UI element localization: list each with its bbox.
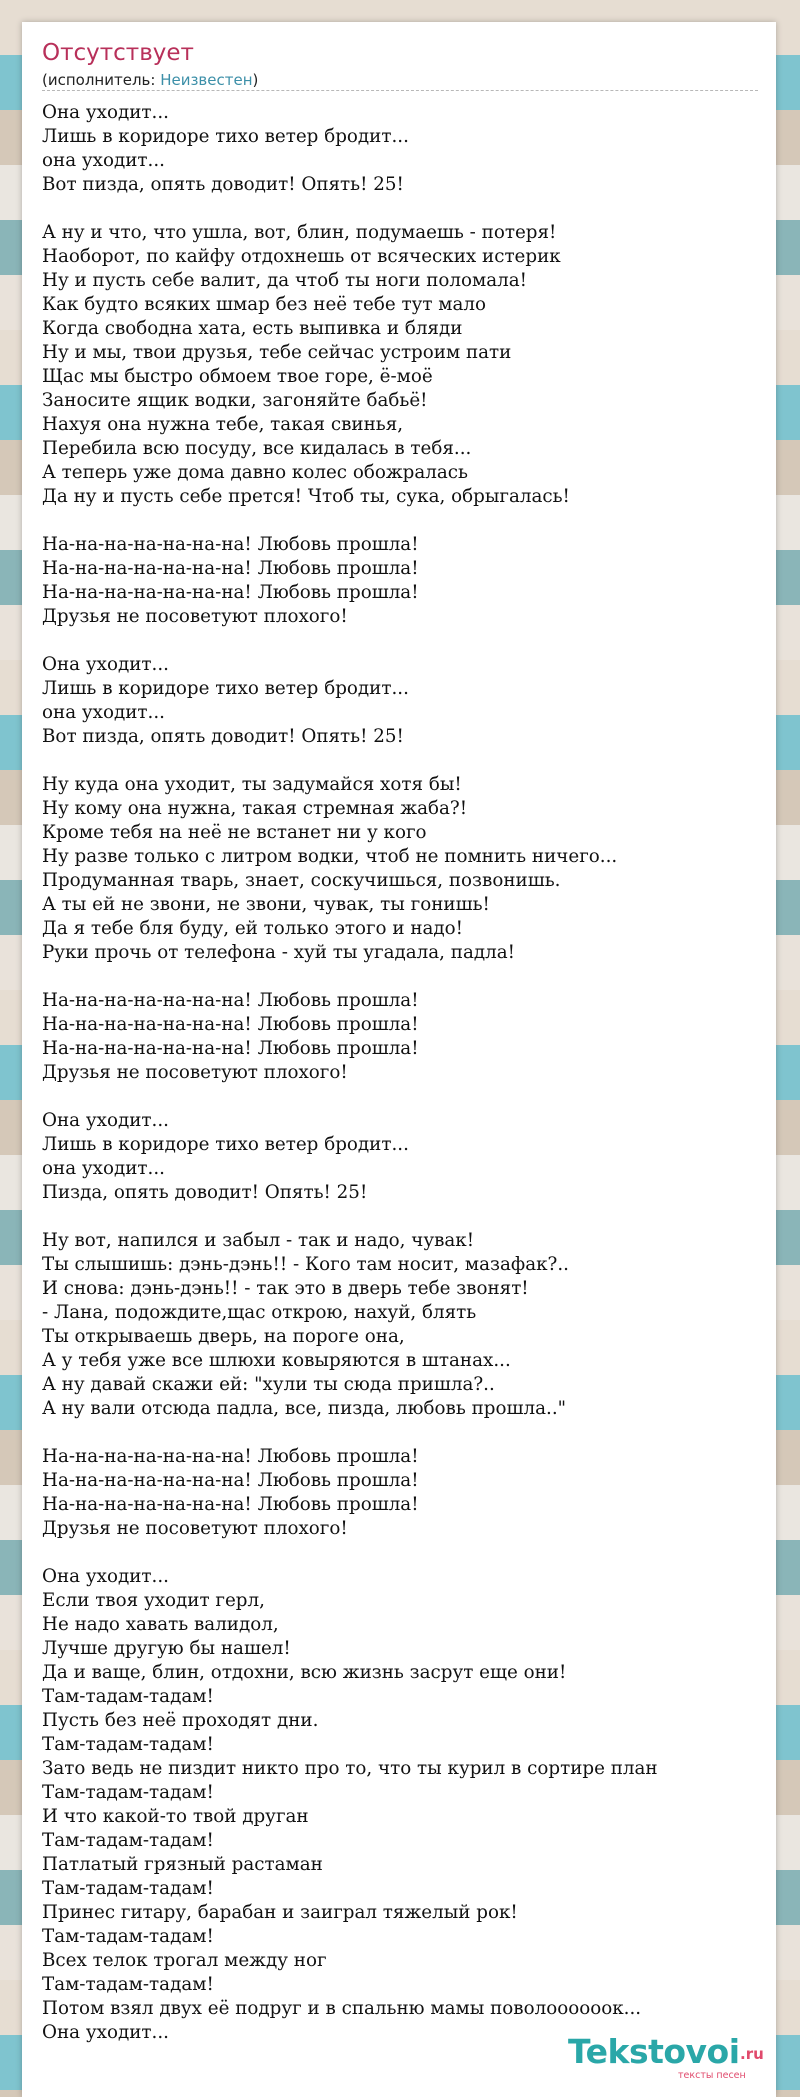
logo-tagline: тексты песен	[678, 2070, 746, 2081]
lyric-line: Заносите ящик водки, загоняйте бабьё!	[42, 390, 428, 411]
song-title: Отсутствует	[42, 40, 194, 66]
lyrics-text	[42, 101, 782, 2045]
lyric-line: На-на-на-на-на-на-на! Любовь прошла!	[42, 1494, 419, 1515]
lyric-line: она уходит...	[42, 702, 165, 723]
lyric-line: Лишь в коридоре тихо ветер бродит...	[42, 1134, 409, 1155]
lyric-line: На-на-на-на-на-на-на! Любовь прошла!	[42, 1038, 419, 1059]
lyric-line: Ну разве только с литром водки, чтоб не помнить ничего...	[42, 846, 618, 867]
lyric-line: Всех телок трогал между ног	[42, 1950, 327, 1971]
lyric-line: Да и ваще, блин, отдохни, всю жизнь засрут еще они!	[42, 1662, 567, 1683]
lyric-line: На-на-на-на-на-на-на! Любовь прошла!	[42, 534, 419, 555]
artist-suffix: )	[252, 71, 259, 89]
lyric-line: На-на-на-на-на-на-на! Любовь прошла!	[42, 1470, 419, 1491]
lyric-line: А у тебя уже все шлюхи ковыряются в штанах...	[42, 1350, 511, 1371]
lyric-line: Пусть без неё проходят дни.	[42, 1710, 319, 1731]
lyric-line: Ну и мы, твои друзья, тебе сейчас устроим пати	[42, 342, 512, 363]
lyric-line: Зато ведь не пиздит никто про то, что ты курил в сортире план	[42, 1758, 658, 1779]
lyric-line: Друзья не посоветуют плохого!	[42, 1062, 348, 1083]
lyric-line: Когда свободна хата, есть выпивка и бляди	[42, 318, 463, 339]
lyric-line: Лучше другую бы нашел!	[42, 1638, 291, 1659]
lyric-line: Перебила всю посуду, все кидалась в тебя...	[42, 438, 472, 459]
artist-link[interactable]: Неизвестен	[160, 71, 253, 89]
lyric-line: Там-тадам-тадам!	[42, 1686, 214, 1707]
lyric-line: Да я тебе бля буду, ей только этого и надо!	[42, 918, 464, 939]
lyric-line: Ты слышишь: дэнь-дэнь!! - Кого там носит, мазафак?..	[42, 1254, 569, 1275]
lyric-line: Принес гитару, барабан и заиграл тяжелый рок!	[42, 1902, 518, 1923]
lyric-line: Патлатый грязный растаман	[42, 1854, 323, 1875]
lyric-line: - Лана, подождите,щас открою, нахуй, блять	[42, 1302, 477, 1323]
lyric-line: Потом взял двух её подруг и в спальню мамы поволоооооок...	[42, 1998, 642, 2019]
lyric-line: Ну куда она уходит, ты задумайся хотя бы!	[42, 774, 462, 795]
lyric-line: Она уходит...	[42, 654, 169, 675]
lyric-line: Там-тадам-тадам!	[42, 1830, 214, 1851]
lyric-line: На-на-на-на-на-на-на! Любовь прошла!	[42, 990, 419, 1011]
logo-name: Tekstovoi	[568, 2032, 740, 2071]
lyric-line: А теперь уже дома давно колес обожралась	[42, 462, 468, 483]
lyric-line: А ну давай скажи ей: "хули ты сюда пришла?..	[42, 1374, 495, 1395]
site-logo[interactable]	[568, 2032, 778, 2082]
title-divider	[42, 90, 758, 91]
lyric-line	[42, 1085, 782, 1109]
lyric-line: Наоборот, по кайфу отдохнешь от всяческих истерик	[42, 246, 561, 267]
lyric-line: Она уходит...	[42, 102, 169, 123]
lyric-line: Друзья не посоветуют плохого!	[42, 606, 348, 627]
lyric-line	[42, 1205, 782, 1229]
lyric-line: Продуманная тварь, знает, соскучишься, позвонишь.	[42, 870, 561, 891]
lyric-line	[42, 197, 782, 221]
lyric-line: А ты ей не звони, не звони, чувак, ты гонишь!	[42, 894, 490, 915]
lyric-line: Она уходит...	[42, 1566, 169, 1587]
lyric-line: она уходит...	[42, 150, 165, 171]
lyric-line: И снова: дэнь-дэнь!! - так это в дверь тебе звонят!	[42, 1278, 529, 1299]
lyric-line	[42, 1421, 782, 1445]
lyric-line: Лишь в коридоре тихо ветер бродит...	[42, 678, 409, 699]
lyric-line: Ну кому она нужна, такая стремная жаба?!	[42, 798, 468, 819]
lyric-line	[42, 965, 782, 989]
lyric-line: Там-тадам-тадам!	[42, 1926, 214, 1947]
lyric-line	[42, 629, 782, 653]
lyric-line: Руки прочь от телефона - хуй ты угадала, падла!	[42, 942, 515, 963]
lyric-line: Ну и пусть себе валит, да чтоб ты ноги поломала!	[42, 270, 527, 291]
lyric-line: На-на-на-на-на-на-на! Любовь прошла!	[42, 1446, 419, 1467]
lyric-line: Лишь в коридоре тихо ветер бродит...	[42, 126, 409, 147]
lyric-line: А ну вали отсюда падла, все, пизда, любовь прошла.."	[42, 1398, 567, 1419]
lyric-line: На-на-на-на-на-на-на! Любовь прошла!	[42, 582, 419, 603]
lyric-line: На-на-на-на-на-на-на! Любовь прошла!	[42, 1014, 419, 1035]
lyric-line: Пизда, опять доводит! Опять! 25!	[42, 1182, 368, 1203]
lyric-line: Не надо хавать валидол,	[42, 1614, 279, 1635]
lyric-line: Ну вот, напился и забыл - так и надо, чувак!	[42, 1230, 475, 1251]
lyric-line: Она уходит...	[42, 1110, 169, 1131]
lyric-line	[42, 509, 782, 533]
lyric-line: Щас мы быстро обмоем твое горе, ё-моё	[42, 366, 433, 387]
lyric-line: Нахуя она нужна тебе, такая свинья,	[42, 414, 404, 435]
lyric-line	[42, 749, 782, 773]
lyric-line: На-на-на-на-на-на-на! Любовь прошла!	[42, 558, 419, 579]
artist-line	[42, 70, 258, 90]
lyric-line: И что какой-то твой друган	[42, 1806, 309, 1827]
lyric-line: Да ну и пусть себе прется! Чтоб ты, сука, обрыгалась!	[42, 486, 570, 507]
lyric-line: Там-тадам-тадам!	[42, 1782, 214, 1803]
lyric-line: Там-тадам-тадам!	[42, 1974, 214, 1995]
logo-domain: .ru	[740, 2045, 764, 2063]
lyric-line: Там-тадам-тадам!	[42, 1878, 214, 1899]
lyric-line: Ты открываешь дверь, на пороге она,	[42, 1326, 405, 1347]
lyric-line	[42, 1541, 782, 1565]
lyric-line: Вот пизда, опять доводит! Опять! 25!	[42, 726, 404, 747]
artist-prefix: (исполнитель:	[42, 71, 161, 89]
lyric-line: она уходит...	[42, 1158, 165, 1179]
lyric-line: Там-тадам-тадам!	[42, 1734, 214, 1755]
lyric-line: А ну и что, что ушла, вот, блин, подумаешь - потеря!	[42, 222, 557, 243]
lyric-line: Друзья не посоветуют плохого!	[42, 1518, 348, 1539]
lyric-line: Вот пизда, опять доводит! Опять! 25!	[42, 174, 404, 195]
lyric-line: Как будто всяких шмар без неё тебе тут мало	[42, 294, 486, 315]
lyric-line: Если твоя уходит герл,	[42, 1590, 265, 1611]
lyric-line: Кроме тебя на неё не встанет ни у кого	[42, 822, 427, 843]
lyric-line: Она уходит...	[42, 2022, 169, 2043]
